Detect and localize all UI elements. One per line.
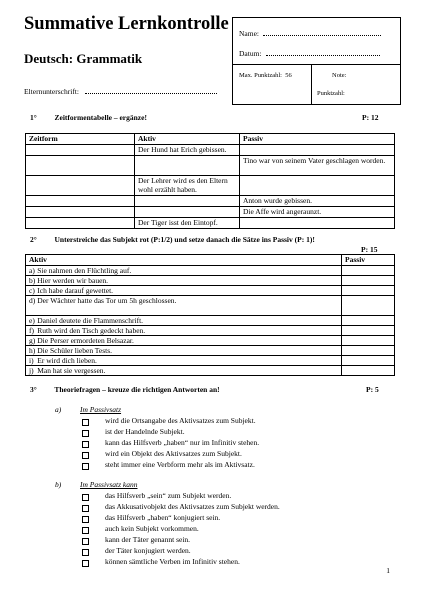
row-letter: d) <box>26 296 36 316</box>
option-label: das Akkusativobjekt des Aktivsatzes zum Subjekt werden. <box>105 502 280 511</box>
passive-table-header-passiv: Passiv <box>342 255 395 266</box>
row-letter: f) <box>26 326 36 336</box>
section3-title: Theoriefragen – kreuze die richtigen Antworten an! <box>54 385 220 394</box>
zeitform-cell[interactable] <box>26 145 135 156</box>
option-label: wird ein Objekt des Aktivsatzes zum Subjekt. <box>105 449 242 458</box>
passiv-answer-cell[interactable] <box>342 266 395 276</box>
passiv-cell: Anton wurde gebissen. <box>240 196 395 207</box>
checkbox[interactable] <box>82 463 89 470</box>
name-label: Name: <box>239 29 259 38</box>
option-label: wird die Ortsangabe des Aktivsatzes zum Subjekt. <box>105 416 256 425</box>
passiv-answer-cell[interactable] <box>342 336 395 346</box>
option-label: ist der Handelnde Subjekt. <box>105 427 185 436</box>
row-letter: a) <box>26 266 36 276</box>
aktiv-sentence: Der Wächter hatte das Tor um 5h geschlossen. <box>35 296 341 316</box>
aktiv-sentence: Daniel deutete die Flammenschrift. <box>35 316 341 326</box>
table-row <box>26 145 395 156</box>
name-row <box>239 29 381 38</box>
worksheet-title: Summative Lernkontrolle <box>24 14 229 34</box>
option-label: das Hilfsverb „haben“ konjugiert sein. <box>105 513 221 522</box>
row-letter: j) <box>26 366 36 376</box>
section1-points: P: 12 <box>362 113 379 122</box>
zeitform-cell[interactable] <box>26 207 135 218</box>
student-info-box <box>232 17 401 105</box>
option-label: auch kein Subjekt vorkommen. <box>105 524 199 533</box>
passive-table-header-aktiv: Aktiv <box>26 255 342 266</box>
zeitform-cell[interactable] <box>26 156 135 176</box>
table-row <box>26 176 395 196</box>
passiv-answer-cell[interactable] <box>342 296 395 316</box>
section2-title: Unterstreiche das Subjekt rot (P:1/2) und setze danach die Sätze ins Passiv (P: 1)! <box>54 235 315 244</box>
checkbox[interactable] <box>82 419 89 426</box>
checkbox[interactable] <box>82 549 89 556</box>
date-label: Datum: <box>239 49 262 58</box>
table-row <box>26 196 395 207</box>
parent-signature-label: Elternunterschrift: <box>24 87 79 96</box>
row-letter: h) <box>26 346 36 356</box>
section3-number: 3° <box>30 385 37 394</box>
question-b-letter: b) <box>55 480 62 489</box>
table-row <box>26 336 395 346</box>
passiv-answer-cell[interactable] <box>342 356 395 366</box>
aktiv-sentence: Er wird dich lieben. <box>35 356 341 366</box>
tense-table-header-aktiv: Aktiv <box>135 134 240 145</box>
max-points-label: Max. Punktzahl: <box>239 72 282 79</box>
table-row <box>26 207 395 218</box>
aktiv-cell: Der Hund hat Erich gebissen. <box>135 145 240 156</box>
name-field[interactable] <box>263 29 381 36</box>
table-row <box>26 276 395 286</box>
checkbox[interactable] <box>82 527 89 534</box>
signature-dotted-line <box>85 87 217 94</box>
section2-number: 2° <box>30 235 37 244</box>
checkbox[interactable] <box>82 494 89 501</box>
section3-heading <box>30 385 220 394</box>
parent-signature-line <box>24 87 217 96</box>
row-letter: e) <box>26 316 36 326</box>
checkbox[interactable] <box>82 516 89 523</box>
row-letter: b) <box>26 276 36 286</box>
section2-points: P: 15 <box>361 245 378 254</box>
checkbox[interactable] <box>82 441 89 448</box>
checkbox[interactable] <box>82 430 89 437</box>
table-row <box>26 316 395 326</box>
aktiv-sentence: Ruth wird den Tisch gedeckt haben. <box>35 326 341 336</box>
question-a-letter: a) <box>55 405 62 414</box>
table-row <box>26 296 395 316</box>
max-points-value: 56 <box>285 72 292 79</box>
table-row <box>26 366 395 376</box>
table-row <box>26 356 395 366</box>
passiv-answer-cell[interactable] <box>342 276 395 286</box>
aktiv-sentence: Sie nahmen den Flüchtling auf. <box>35 266 341 276</box>
table-row <box>26 346 395 356</box>
aktiv-cell[interactable] <box>135 196 240 207</box>
aktiv-cell: Der Lehrer wird es den Eltern wohl erzählt haben. <box>135 176 240 196</box>
zeitform-cell[interactable] <box>26 218 135 229</box>
option-label: steht immer eine Verbform mehr als im Aktivsatz. <box>105 460 255 469</box>
section2-heading <box>30 235 315 244</box>
score-label: Punktzahl: <box>317 90 345 97</box>
section3-points: P: 5 <box>366 385 379 394</box>
checkbox[interactable] <box>82 538 89 545</box>
row-letter: i) <box>26 356 36 366</box>
passiv-cell[interactable] <box>240 145 395 156</box>
date-row <box>239 49 380 58</box>
max-points <box>239 72 292 79</box>
option-label: kann der Täter genannt sein. <box>105 535 191 544</box>
infobox-divider <box>233 64 400 65</box>
option-label: können sämtliche Verben im Infinitiv stehen. <box>105 557 240 566</box>
passive-table <box>25 254 395 376</box>
row-letter: g) <box>26 336 36 346</box>
page-number: 1 <box>386 566 390 575</box>
table-row <box>26 326 395 336</box>
passiv-answer-cell[interactable] <box>342 316 395 326</box>
option-label: der Täter konjugiert werden. <box>105 546 191 555</box>
section1-heading <box>30 113 147 122</box>
tense-table-header-passiv: Passiv <box>240 134 395 145</box>
passiv-cell[interactable] <box>240 176 395 196</box>
table-row <box>26 286 395 296</box>
zeitform-cell[interactable] <box>26 176 135 196</box>
checkbox[interactable] <box>82 560 89 567</box>
section1-number: 1° <box>30 113 37 122</box>
passiv-cell[interactable] <box>240 218 395 229</box>
aktiv-sentence: Die Schüler lieben Tests. <box>35 346 341 356</box>
passiv-answer-cell[interactable] <box>342 366 395 376</box>
infobox-column-divider <box>311 64 312 104</box>
question-a-label: Im Passivsatz <box>80 405 122 414</box>
checkbox[interactable] <box>82 505 89 512</box>
table-row <box>26 156 395 176</box>
worksheet-subtitle: Deutsch: Grammatik <box>24 51 143 66</box>
aktiv-sentence: Man hat sie vergessen. <box>35 366 341 376</box>
row-letter: c) <box>26 286 36 296</box>
option-label: kann das Hilfsverb „haben“ nur im Infinitiv stehen. <box>105 438 260 447</box>
aktiv-sentence: Hier werden wir bauen. <box>35 276 341 286</box>
zeitform-cell[interactable] <box>26 196 135 207</box>
section1-title: Zeitformentabelle – ergänze! <box>54 113 147 122</box>
aktiv-cell[interactable] <box>135 156 240 176</box>
passiv-cell: Tino war von seinem Vater geschlagen worden. <box>240 156 395 176</box>
question-b-label: Im Passivsatz kann <box>80 480 138 489</box>
aktiv-cell[interactable] <box>135 207 240 218</box>
tense-table-header-zeitform: Zeitform <box>26 134 135 145</box>
checkbox[interactable] <box>82 452 89 459</box>
table-row <box>26 218 395 229</box>
aktiv-cell: Der Tiger isst den Eintopf. <box>135 218 240 229</box>
option-label: das Hilfsverb „sein“ zum Subjekt werden. <box>105 491 232 500</box>
passiv-answer-cell[interactable] <box>342 286 395 296</box>
passiv-answer-cell[interactable] <box>342 346 395 356</box>
date-field[interactable] <box>266 49 380 56</box>
grade-label: Note: <box>332 72 347 79</box>
tense-table <box>25 133 395 229</box>
passiv-cell: Die Affe wird angeraunzt. <box>240 207 395 218</box>
aktiv-sentence: Die Perser ermordeten Belsazar. <box>35 336 341 346</box>
table-row <box>26 266 395 276</box>
aktiv-sentence: Ich habe darauf gewettet. <box>35 286 341 296</box>
passiv-answer-cell[interactable] <box>342 326 395 336</box>
